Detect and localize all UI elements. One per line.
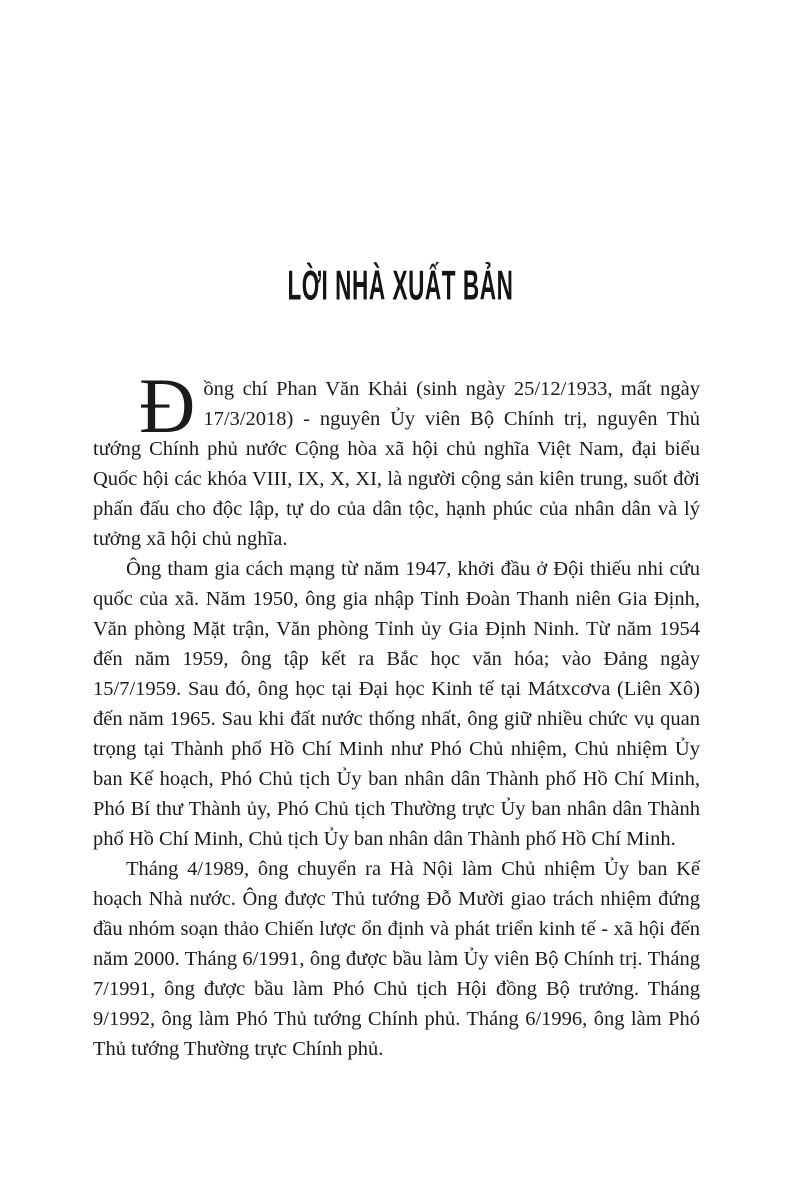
- chapter-title-container: [0, 262, 800, 309]
- paragraph-3-text: Tháng 4/1989, ông chuyển ra Hà Nội làm Chủ nhiệm Ủy ban Kế hoạch Nhà nước. Ông được Thủ tướng Đỗ Mười giao trách nhiệm đứng đầu nhóm soạn thảo Chiến lược ổn định và phát triển kinh tế - xã hội đến năm 2000. Tháng 6/1991, ông được bầu làm Ủy viên Bộ Chính trị. Tháng 7/1991, ông được bầu làm Phó Chủ tịch Hội đồng Bộ trưởng. Tháng 9/1992, ông làm Phó Thủ tướng Chính phủ. Tháng 6/1996, ông làm Phó Thủ tướng Thường trực Chính phủ.: [93, 858, 700, 1060]
- body-text-block: [93, 362, 700, 1064]
- drop-cap: Đ: [139, 362, 196, 449]
- page-title: LỜI NHÀ XUẤT BẢN: [287, 261, 513, 309]
- paragraph-2-text: Ông tham gia cách mạng từ năm 1947, khởi đầu ở Đội thiếu nhi cứu quốc của xã. Năm 1950, ông gia nhập Tỉnh Đoàn Thanh niên Gia Định, Văn phòng Mặt trận, Văn phòng Tỉnh ủy Gia Định Ninh. Từ năm 1954 đến năm 1959, ông tập kết ra Bắc học văn hóa; vào Đảng ngày 15/7/1959. Sau đó, ông học tại Đại học Kinh tế tại Mátxcơva (Liên Xô) đến năm 1965. Sau khi đất nước thống nhất, ông giữ nhiều chức vụ quan trọng tại Thành phố Hồ Chí Minh như Phó Chủ nhiệm, Chủ nhiệm Ủy ban Kế hoạch, Phó Chủ tịch Ủy ban nhân dân Thành phố Hồ Chí Minh, Phó Bí thư Thành ủy, Phó Chủ tịch Thường trực Ủy ban nhân dân Thành phố Hồ Chí Minh, Chủ tịch Ủy ban nhân dân Thành phố Hồ Chí Minh.: [93, 558, 700, 850]
- paragraph-3: [93, 854, 700, 1064]
- paragraph-2: [93, 554, 700, 854]
- paragraph-1: [93, 362, 700, 554]
- paragraph-1-text: ồng chí Phan Văn Khải (sinh ngày 25/12/1933, mất ngày 17/3/2018) - nguyên Ủy viên Bộ Chính trị, nguyên Thủ tướng Chính phủ nước Cộng hòa xã hội chủ nghĩa Việt Nam, đại biểu Quốc hội các khóa VIII, IX, X, XI, là người cộng sản kiên trung, suốt đời phấn đấu cho độc lập, tự do của dân tộc, hạnh phúc của nhân dân và lý tưởng xã hội chủ nghĩa.: [93, 378, 700, 550]
